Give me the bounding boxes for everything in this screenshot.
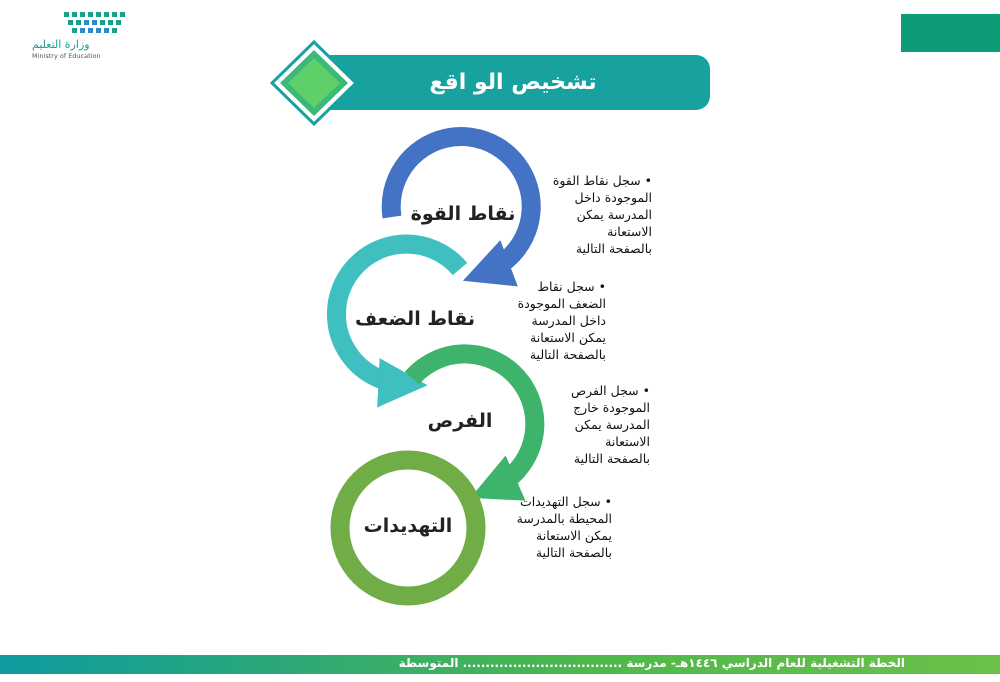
label-opportunities: الفرص [427, 410, 493, 432]
label-threats: التهديدات [363, 515, 453, 537]
desc-weaknesses: •سجل نقاط الضعف الموجودة داخل المدرسة يمكن الاستعانة بالصفحة التالية [517, 279, 606, 362]
label-strengths: نقاط القوة [410, 203, 516, 225]
footer-text: الخطة التشغيلية للعام الدراسي ١٤٤٦هـ- مدرسة ................................... المتوسطة [398, 656, 905, 670]
desc-threats: •سجل التهديدات المحيطة بالمدرسة يمكن الاستعانة بالصفحة التالية [516, 494, 612, 560]
logo-text-english: Ministry of Education [32, 52, 101, 60]
desc-opportunities: •سجل الفرص الموجودة خارج المدرسة يمكن الاستعانة بالصفحة التالية [571, 383, 650, 466]
desc-strengths: •سجل نقاط القوة الموجودة داخل المدرسة يمكن الاستعانة بالصفحة التالية [552, 173, 652, 256]
label-weaknesses: نقاط الضعف [354, 308, 475, 330]
corner-accent-tab [901, 14, 1000, 52]
logo-text-arabic: وزارة التعليم [32, 38, 90, 51]
diamond-badge-icon [270, 40, 358, 126]
page-title: تشخيص الو اقع [429, 70, 597, 95]
